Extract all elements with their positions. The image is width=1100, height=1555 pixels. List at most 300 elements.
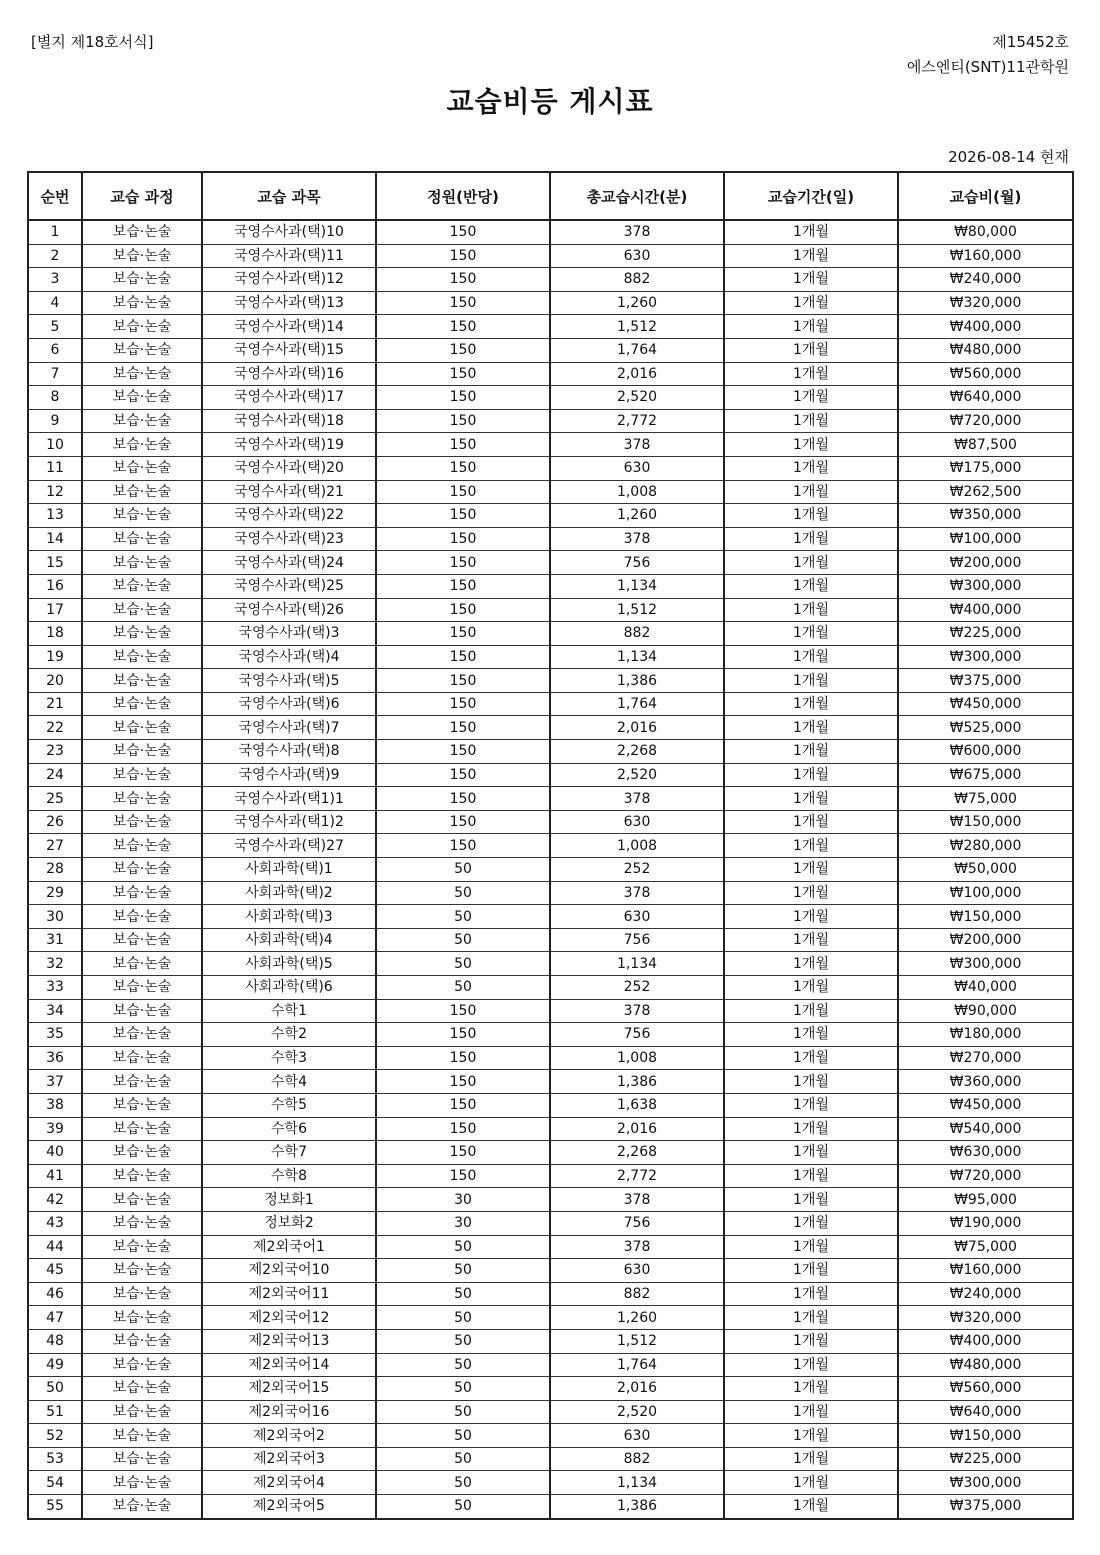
cell-subject: 국영수사과(택)7: [202, 716, 376, 740]
cell-course: 보습·논술: [82, 669, 202, 693]
cell-course: 보습·논술: [82, 622, 202, 646]
cell-total-minutes: 1,008: [550, 1046, 724, 1070]
cell-fee: ₩375,000: [898, 1495, 1073, 1519]
cell-fee: ₩720,000: [898, 1164, 1073, 1188]
cell-no: 45: [28, 1259, 82, 1283]
cell-fee: ₩640,000: [898, 1400, 1073, 1424]
table-row: [28, 598, 1073, 622]
cell-period: 1개월: [724, 1188, 898, 1212]
cell-capacity: 150: [376, 433, 550, 457]
cell-capacity: 150: [376, 1046, 550, 1070]
cell-total-minutes: 1,260: [550, 1306, 724, 1330]
cell-total-minutes: 756: [550, 1023, 724, 1047]
cell-no: 28: [28, 858, 82, 882]
table-row: [28, 291, 1073, 315]
cell-period: 1개월: [724, 1093, 898, 1117]
cell-no: 49: [28, 1353, 82, 1377]
cell-course: 보습·논술: [82, 1377, 202, 1401]
cell-period: 1개월: [724, 433, 898, 457]
cell-course: 보습·논술: [82, 362, 202, 386]
cell-fee: ₩80,000: [898, 220, 1073, 244]
cell-course: 보습·논술: [82, 1188, 202, 1212]
cell-fee: ₩262,500: [898, 480, 1073, 504]
cell-fee: ₩280,000: [898, 834, 1073, 858]
cell-no: 44: [28, 1235, 82, 1259]
cell-no: 24: [28, 763, 82, 787]
cell-total-minutes: 378: [550, 881, 724, 905]
cell-fee: ₩450,000: [898, 1093, 1073, 1117]
cell-fee: ₩75,000: [898, 1235, 1073, 1259]
table-row: [28, 669, 1073, 693]
cell-capacity: 150: [376, 692, 550, 716]
table-row: [28, 692, 1073, 716]
cell-fee: ₩675,000: [898, 763, 1073, 787]
cell-subject: 제2외국어14: [202, 1353, 376, 1377]
cell-no: 25: [28, 787, 82, 811]
cell-no: 29: [28, 881, 82, 905]
cell-fee: ₩450,000: [898, 692, 1073, 716]
cell-capacity: 150: [376, 386, 550, 410]
cell-capacity: 150: [376, 622, 550, 646]
cell-fee: ₩200,000: [898, 928, 1073, 952]
cell-course: 보습·논술: [82, 1400, 202, 1424]
cell-period: 1개월: [724, 1235, 898, 1259]
cell-capacity: 150: [376, 1070, 550, 1094]
table-row: [28, 1400, 1073, 1424]
cell-fee: ₩225,000: [898, 1447, 1073, 1471]
cell-fee: ₩190,000: [898, 1211, 1073, 1235]
cell-no: 37: [28, 1070, 82, 1094]
cell-no: 54: [28, 1471, 82, 1495]
cell-no: 47: [28, 1306, 82, 1330]
cell-subject: 국영수사과(택)27: [202, 834, 376, 858]
cell-no: 42: [28, 1188, 82, 1212]
cell-fee: ₩300,000: [898, 1471, 1073, 1495]
cell-total-minutes: 378: [550, 220, 724, 244]
table-row: [28, 551, 1073, 575]
cell-total-minutes: 1,512: [550, 598, 724, 622]
cell-capacity: 150: [376, 244, 550, 268]
cell-capacity: 150: [376, 315, 550, 339]
cell-capacity: 30: [376, 1188, 550, 1212]
cell-no: 8: [28, 386, 82, 410]
cell-period: 1개월: [724, 220, 898, 244]
cell-fee: ₩95,000: [898, 1188, 1073, 1212]
cell-total-minutes: 2,016: [550, 1117, 724, 1141]
cell-fee: ₩160,000: [898, 244, 1073, 268]
cell-subject: 국영수사과(택)17: [202, 386, 376, 410]
cell-capacity: 50: [376, 1400, 550, 1424]
cell-capacity: 50: [376, 976, 550, 1000]
cell-subject: 정보화2: [202, 1211, 376, 1235]
table-row: [28, 1424, 1073, 1448]
cell-subject: 국영수사과(택)10: [202, 220, 376, 244]
cell-total-minutes: 1,764: [550, 338, 724, 362]
cell-no: 4: [28, 291, 82, 315]
cell-period: 1개월: [724, 527, 898, 551]
cell-fee: ₩150,000: [898, 905, 1073, 929]
table-row: [28, 1093, 1073, 1117]
cell-no: 6: [28, 338, 82, 362]
table-row: [28, 1447, 1073, 1471]
cell-no: 50: [28, 1377, 82, 1401]
table-row: [28, 858, 1073, 882]
cell-course: 보습·논술: [82, 858, 202, 882]
cell-course: 보습·논술: [82, 598, 202, 622]
cell-period: 1개월: [724, 598, 898, 622]
cell-no: 55: [28, 1495, 82, 1519]
cell-fee: ₩90,000: [898, 999, 1073, 1023]
table-row: [28, 810, 1073, 834]
table-row: [28, 268, 1073, 292]
cell-no: 17: [28, 598, 82, 622]
cell-period: 1개월: [724, 1329, 898, 1353]
cell-total-minutes: 2,016: [550, 1377, 724, 1401]
cell-course: 보습·논술: [82, 1353, 202, 1377]
cell-total-minutes: 1,260: [550, 504, 724, 528]
cell-no: 18: [28, 622, 82, 646]
cell-subject: 국영수사과(택)19: [202, 433, 376, 457]
cell-period: 1개월: [724, 386, 898, 410]
cell-capacity: 150: [376, 999, 550, 1023]
cell-capacity: 50: [376, 1377, 550, 1401]
cell-course: 보습·논술: [82, 1306, 202, 1330]
table-row: [28, 527, 1073, 551]
table-row: [28, 787, 1073, 811]
cell-total-minutes: 630: [550, 244, 724, 268]
cell-subject: 국영수사과(택)22: [202, 504, 376, 528]
cell-course: 보습·논술: [82, 1424, 202, 1448]
cell-capacity: 150: [376, 504, 550, 528]
cell-subject: 제2외국어11: [202, 1282, 376, 1306]
cell-subject: 사회과학(택)3: [202, 905, 376, 929]
cell-subject: 수학5: [202, 1093, 376, 1117]
cell-fee: ₩400,000: [898, 1329, 1073, 1353]
cell-capacity: 150: [376, 834, 550, 858]
cell-period: 1개월: [724, 1282, 898, 1306]
cell-no: 14: [28, 527, 82, 551]
cell-course: 보습·논술: [82, 574, 202, 598]
cell-total-minutes: 630: [550, 1424, 724, 1448]
cell-course: 보습·논술: [82, 952, 202, 976]
cell-total-minutes: 378: [550, 999, 724, 1023]
cell-total-minutes: 2,520: [550, 1400, 724, 1424]
cell-course: 보습·논술: [82, 1235, 202, 1259]
cell-period: 1개월: [724, 362, 898, 386]
table-row: [28, 1377, 1073, 1401]
cell-subject: 제2외국어16: [202, 1400, 376, 1424]
cell-no: 34: [28, 999, 82, 1023]
cell-capacity: 150: [376, 645, 550, 669]
cell-total-minutes: 756: [550, 928, 724, 952]
cell-total-minutes: 378: [550, 1188, 724, 1212]
cell-capacity: 50: [376, 952, 550, 976]
cell-course: 보습·논술: [82, 905, 202, 929]
cell-period: 1개월: [724, 456, 898, 480]
cell-course: 보습·논술: [82, 220, 202, 244]
cell-no: 39: [28, 1117, 82, 1141]
cell-fee: ₩400,000: [898, 598, 1073, 622]
cell-no: 11: [28, 456, 82, 480]
cell-no: 31: [28, 928, 82, 952]
table-row: [28, 220, 1073, 244]
cell-fee: ₩240,000: [898, 1282, 1073, 1306]
cell-period: 1개월: [724, 645, 898, 669]
cell-period: 1개월: [724, 787, 898, 811]
cell-capacity: 150: [376, 574, 550, 598]
cell-course: 보습·논술: [82, 291, 202, 315]
cell-fee: ₩225,000: [898, 622, 1073, 646]
cell-period: 1개월: [724, 1306, 898, 1330]
cell-period: 1개월: [724, 1424, 898, 1448]
cell-period: 1개월: [724, 409, 898, 433]
cell-no: 16: [28, 574, 82, 598]
cell-course: 보습·논술: [82, 881, 202, 905]
cell-total-minutes: 2,772: [550, 1164, 724, 1188]
cell-fee: ₩300,000: [898, 645, 1073, 669]
cell-total-minutes: 630: [550, 905, 724, 929]
cell-period: 1개월: [724, 952, 898, 976]
cell-course: 보습·논술: [82, 551, 202, 575]
cell-fee: ₩200,000: [898, 551, 1073, 575]
cell-capacity: 50: [376, 1353, 550, 1377]
cell-capacity: 150: [376, 527, 550, 551]
cell-capacity: 50: [376, 881, 550, 905]
cell-fee: ₩50,000: [898, 858, 1073, 882]
cell-course: 보습·논술: [82, 1259, 202, 1283]
cell-fee: ₩100,000: [898, 881, 1073, 905]
cell-period: 1개월: [724, 1141, 898, 1165]
cell-no: 1: [28, 220, 82, 244]
header-subject: 교습 과목: [202, 172, 376, 220]
header-capacity: 정원(반당): [376, 172, 550, 220]
cell-subject: 국영수사과(택)14: [202, 315, 376, 339]
table-row: [28, 1259, 1073, 1283]
page-title: 교습비등 게시표: [446, 85, 654, 118]
cell-total-minutes: 630: [550, 810, 724, 834]
cell-total-minutes: 1,386: [550, 1070, 724, 1094]
cell-total-minutes: 2,520: [550, 763, 724, 787]
cell-course: 보습·논술: [82, 1117, 202, 1141]
cell-capacity: 50: [376, 1259, 550, 1283]
table-row: [28, 1353, 1073, 1377]
cell-fee: ₩270,000: [898, 1046, 1073, 1070]
table-row: [28, 976, 1073, 1000]
cell-subject: 국영수사과(택)18: [202, 409, 376, 433]
cell-fee: ₩360,000: [898, 1070, 1073, 1094]
cell-subject: 국영수사과(택1)2: [202, 810, 376, 834]
cell-period: 1개월: [724, 315, 898, 339]
table-row: [28, 1471, 1073, 1495]
header-total-minutes: 총교습시간(분): [550, 172, 724, 220]
cell-no: 13: [28, 504, 82, 528]
cell-total-minutes: 630: [550, 1259, 724, 1283]
cell-no: 38: [28, 1093, 82, 1117]
table-row: [28, 1141, 1073, 1165]
cell-subject: 국영수사과(택)15: [202, 338, 376, 362]
cell-no: 33: [28, 976, 82, 1000]
cell-subject: 국영수사과(택)3: [202, 622, 376, 646]
cell-capacity: 150: [376, 1093, 550, 1117]
cell-no: 10: [28, 433, 82, 457]
cell-fee: ₩540,000: [898, 1117, 1073, 1141]
cell-total-minutes: 2,772: [550, 409, 724, 433]
cell-subject: 국영수사과(택)6: [202, 692, 376, 716]
cell-capacity: 150: [376, 551, 550, 575]
cell-total-minutes: 1,134: [550, 1471, 724, 1495]
cell-subject: 국영수사과(택)9: [202, 763, 376, 787]
cell-subject: 수학2: [202, 1023, 376, 1047]
cell-capacity: 50: [376, 1282, 550, 1306]
cell-fee: ₩600,000: [898, 740, 1073, 764]
cell-capacity: 150: [376, 810, 550, 834]
cell-subject: 국영수사과(택1)1: [202, 787, 376, 811]
cell-fee: ₩480,000: [898, 338, 1073, 362]
cell-subject: 제2외국어4: [202, 1471, 376, 1495]
cell-period: 1개월: [724, 1211, 898, 1235]
cell-no: 22: [28, 716, 82, 740]
cell-capacity: 50: [376, 1329, 550, 1353]
cell-total-minutes: 882: [550, 268, 724, 292]
cell-subject: 사회과학(택)5: [202, 952, 376, 976]
cell-total-minutes: 882: [550, 1447, 724, 1471]
cell-fee: ₩525,000: [898, 716, 1073, 740]
cell-period: 1개월: [724, 1377, 898, 1401]
cell-course: 보습·논술: [82, 810, 202, 834]
cell-subject: 제2외국어1: [202, 1235, 376, 1259]
table-row: [28, 480, 1073, 504]
table-row: [28, 834, 1073, 858]
table-row: [28, 905, 1073, 929]
cell-fee: ₩87,500: [898, 433, 1073, 457]
cell-period: 1개월: [724, 1046, 898, 1070]
cell-fee: ₩180,000: [898, 1023, 1073, 1047]
tuition-table: [27, 171, 1074, 1520]
cell-subject: 국영수사과(택)11: [202, 244, 376, 268]
cell-subject: 국영수사과(택)23: [202, 527, 376, 551]
cell-capacity: 50: [376, 858, 550, 882]
cell-total-minutes: 1,638: [550, 1093, 724, 1117]
cell-total-minutes: 1,764: [550, 1353, 724, 1377]
cell-course: 보습·논술: [82, 433, 202, 457]
table-row: [28, 763, 1073, 787]
cell-course: 보습·논술: [82, 976, 202, 1000]
table-row: [28, 1070, 1073, 1094]
cell-no: 2: [28, 244, 82, 268]
cell-capacity: 150: [376, 362, 550, 386]
cell-course: 보습·논술: [82, 645, 202, 669]
table-row: [28, 244, 1073, 268]
cell-subject: 국영수사과(택)12: [202, 268, 376, 292]
table-row: [28, 1495, 1073, 1519]
cell-capacity: 150: [376, 763, 550, 787]
cell-no: 20: [28, 669, 82, 693]
cell-course: 보습·논술: [82, 834, 202, 858]
cell-period: 1개월: [724, 834, 898, 858]
cell-fee: ₩75,000: [898, 787, 1073, 811]
cell-course: 보습·논술: [82, 692, 202, 716]
academy-name: 에스엔티(SNT)11관학원: [906, 58, 1069, 76]
cell-capacity: 150: [376, 598, 550, 622]
cell-no: 12: [28, 480, 82, 504]
cell-capacity: 150: [376, 480, 550, 504]
cell-capacity: 50: [376, 1235, 550, 1259]
cell-capacity: 50: [376, 1471, 550, 1495]
cell-subject: 제2외국어13: [202, 1329, 376, 1353]
cell-capacity: 150: [376, 787, 550, 811]
cell-course: 보습·논술: [82, 787, 202, 811]
cell-capacity: 150: [376, 291, 550, 315]
cell-total-minutes: 2,016: [550, 716, 724, 740]
cell-fee: ₩375,000: [898, 669, 1073, 693]
cell-fee: ₩400,000: [898, 315, 1073, 339]
cell-no: 51: [28, 1400, 82, 1424]
cell-subject: 수학3: [202, 1046, 376, 1070]
cell-period: 1개월: [724, 740, 898, 764]
cell-course: 보습·논술: [82, 1282, 202, 1306]
cell-total-minutes: 378: [550, 433, 724, 457]
cell-subject: 제2외국어10: [202, 1259, 376, 1283]
cell-course: 보습·논술: [82, 999, 202, 1023]
cell-no: 7: [28, 362, 82, 386]
table-row: [28, 1188, 1073, 1212]
cell-period: 1개월: [724, 810, 898, 834]
cell-no: 35: [28, 1023, 82, 1047]
cell-capacity: 50: [376, 1495, 550, 1519]
cell-course: 보습·논술: [82, 1471, 202, 1495]
cell-no: 26: [28, 810, 82, 834]
cell-period: 1개월: [724, 1117, 898, 1141]
cell-course: 보습·논술: [82, 527, 202, 551]
cell-fee: ₩40,000: [898, 976, 1073, 1000]
cell-total-minutes: 1,764: [550, 692, 724, 716]
cell-period: 1개월: [724, 1471, 898, 1495]
table-row: [28, 1329, 1073, 1353]
cell-period: 1개월: [724, 622, 898, 646]
cell-total-minutes: 1,386: [550, 669, 724, 693]
cell-period: 1개월: [724, 551, 898, 575]
table-row: [28, 999, 1073, 1023]
cell-course: 보습·논술: [82, 1447, 202, 1471]
cell-no: 3: [28, 268, 82, 292]
cell-total-minutes: 378: [550, 527, 724, 551]
cell-period: 1개월: [724, 1447, 898, 1471]
cell-course: 보습·논술: [82, 315, 202, 339]
cell-total-minutes: 1,134: [550, 952, 724, 976]
cell-course: 보습·논술: [82, 1141, 202, 1165]
cell-period: 1개월: [724, 291, 898, 315]
cell-subject: 제2외국어2: [202, 1424, 376, 1448]
cell-subject: 국영수사과(택)26: [202, 598, 376, 622]
cell-total-minutes: 630: [550, 456, 724, 480]
cell-capacity: 150: [376, 409, 550, 433]
cell-total-minutes: 252: [550, 976, 724, 1000]
cell-capacity: 150: [376, 338, 550, 362]
cell-period: 1개월: [724, 1259, 898, 1283]
cell-period: 1개월: [724, 1164, 898, 1188]
cell-course: 보습·논술: [82, 928, 202, 952]
cell-fee: ₩300,000: [898, 952, 1073, 976]
cell-capacity: 150: [376, 669, 550, 693]
table-row: [28, 433, 1073, 457]
cell-subject: 수학4: [202, 1070, 376, 1094]
header-no: 순번: [28, 172, 82, 220]
cell-no: 9: [28, 409, 82, 433]
table-row: [28, 1306, 1073, 1330]
cell-no: 19: [28, 645, 82, 669]
cell-capacity: 50: [376, 928, 550, 952]
cell-period: 1개월: [724, 504, 898, 528]
